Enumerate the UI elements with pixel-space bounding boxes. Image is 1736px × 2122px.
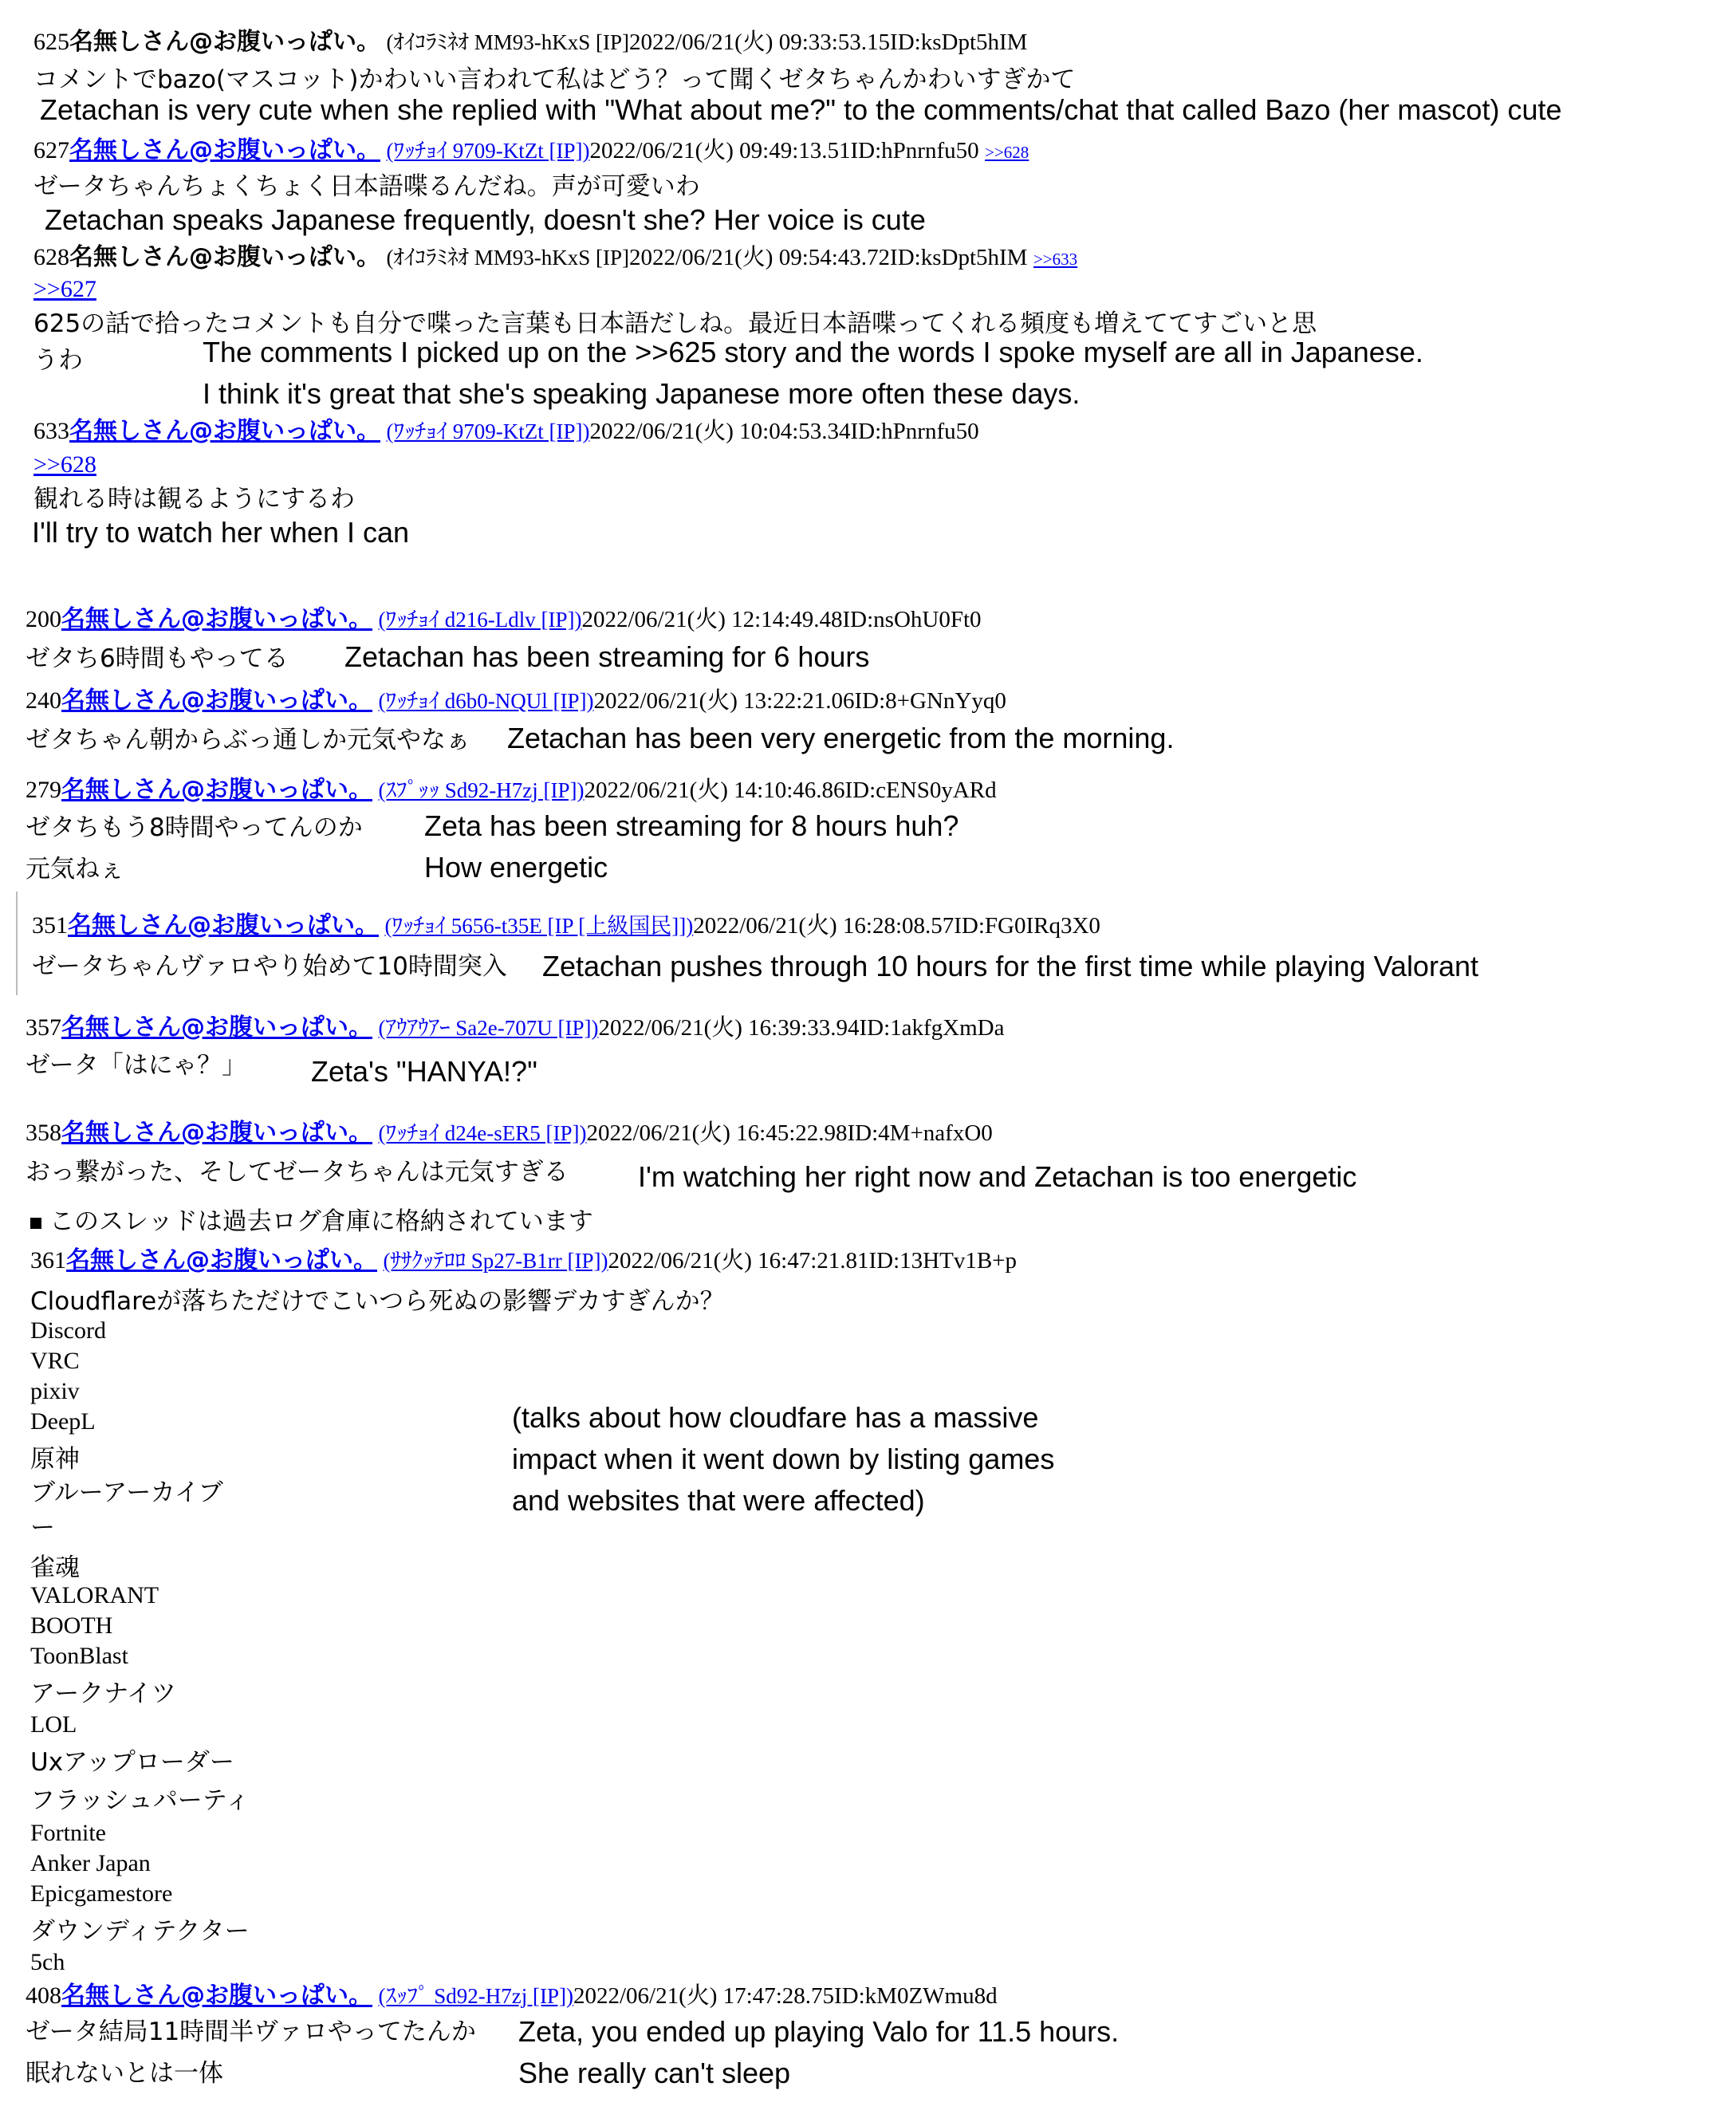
post-number: 633 — [33, 418, 69, 444]
poster-name-link[interactable]: 名無しさん@お腹いっぱい。 — [69, 417, 380, 445]
poster-name-link[interactable]: 名無しさん@お腹いっぱい。 — [61, 1014, 372, 1041]
list-item: LOL — [30, 1711, 77, 1738]
post-header — [33, 27, 1027, 57]
reply-ref-link[interactable]: >>628 — [985, 143, 1029, 162]
poster-name-link[interactable]: 名無しさん@お腹いっぱい。 — [66, 1246, 377, 1274]
translation-en: Zeta's "HANYA!?" — [311, 1055, 537, 1088]
post-body-jp: 観れる時は観るようにするわ — [33, 485, 355, 514]
post-meta: 2022/06/21(火) 16:47:21.81ID:13HTv1B+p — [608, 1248, 1018, 1274]
translation-en-line3: and websites that were affected) — [512, 1484, 925, 1517]
list-item: BOOTH — [30, 1612, 113, 1639]
post-meta: 2022/06/21(火) 13:22:21.06ID:8+GNnYyq0 — [593, 688, 1006, 714]
archive-notice: このスレッドは過去ログ倉庫に格納されています — [30, 1206, 593, 1238]
translation-en-line2: How energetic — [424, 851, 608, 884]
post-header — [33, 242, 1077, 274]
post-header — [32, 911, 1100, 941]
post-header — [26, 686, 1006, 716]
post-body-jp: ゼータ「はにゃ？」 — [26, 1051, 247, 1080]
translation-en: Zetachan speaks Japanese frequently, doesn't she? Her voice is cute — [45, 203, 926, 236]
translation-en: I'm watching her right now and Zetachan is too energetic — [638, 1160, 1357, 1193]
square-bullet-icon — [30, 1218, 41, 1229]
translation-en: Zetachan has been very energetic from the morning. — [507, 722, 1175, 754]
post-number: 351 — [32, 912, 68, 939]
translation-en: Zetachan pushes through 10 hours for the first time while playing Valorant — [542, 950, 1478, 982]
poster-name-link[interactable]: 名無しさん@お腹いっぱい。 — [61, 1982, 372, 2010]
post-body-jp-line2: 眠れないとは一体 — [26, 2059, 223, 2088]
post-header — [26, 1981, 998, 2011]
post-number: 279 — [26, 777, 61, 803]
post-meta: 2022/06/21(火) 10:04:53.34ID:hPnrnfu50 — [589, 419, 979, 444]
post-header — [26, 604, 982, 635]
anchor-link[interactable]: >>627 — [33, 276, 96, 302]
post-number: 628 — [33, 244, 69, 270]
post-body-jp: ゼータちゃんちょくちょく日本語喋るんだね。声が可愛いわ — [33, 172, 700, 201]
post-body-jp: コメントでbazo(マスコット)かわいい言われて私はどう？って聞くゼタちゃんかわいすぎかて — [33, 65, 1076, 94]
list-item: Epicgamestore — [30, 1880, 173, 1907]
translation-en: The comments I picked up on the >>625 story and the words I spoke myself are all in Japanese. — [203, 336, 1423, 368]
list-item: Discord — [30, 1317, 106, 1344]
list-item: ブルーアーカイブ — [30, 1478, 223, 1507]
post-header — [26, 775, 997, 805]
poster-ip-link[interactable]: (ﾜｯﾁｮｲ 9709-KtZt [IP]) — [386, 139, 590, 163]
poster-ip: (ｵｲｺﾗﾐﾈｵ MM93-hKxS [IP] — [386, 30, 630, 54]
post-body-jp: ゼタちゃん朝からぶっ通しか元気やなぁ — [26, 726, 470, 754]
post-number: 240 — [26, 687, 61, 714]
translation-en-line2: impact when it went down by listing games — [512, 1443, 1055, 1475]
post-header — [33, 416, 979, 447]
post-meta: 2022/06/21(火) 09:49:13.51ID:hPnrnfu50 — [589, 138, 979, 163]
poster-name-link[interactable]: 名無しさん@お腹いっぱい。 — [61, 687, 372, 715]
post-number: 357 — [26, 1014, 61, 1041]
translation-en-line2: She really can't sleep — [518, 2057, 791, 2089]
poster-ip-link[interactable]: (ｱｳｱｳｱｰ Sa2e-707U [IP]) — [378, 1016, 599, 1040]
post-meta: 2022/06/21(火) 16:28:08.57ID:FG0IRq3X0 — [693, 913, 1100, 939]
post-header — [30, 1246, 1017, 1276]
post-number: 408 — [26, 1982, 61, 2009]
list-item: フラッシュパーティ — [30, 1786, 250, 1815]
translation-en: Zetachan is very cute when she replied with "What about me?" to the comments/chat that called Bazo (her mascot) cute — [40, 93, 1562, 126]
post-body-jp: 625の話で拾ったコメントも自分で喋った言葉も日本語だしね。最近日本語喋ってくれる頻度も増えててすごいと思 — [33, 309, 1317, 338]
list-item: ー — [30, 1514, 55, 1542]
list-item: アークナイツ — [30, 1679, 176, 1708]
list-item: VALORANT — [30, 1582, 159, 1608]
post-number: 361 — [30, 1247, 66, 1274]
poster-ip-link[interactable]: (ﾜｯﾁｮｲ 9709-KtZt [IP]) — [386, 419, 590, 443]
list-item: Uxアップローダー — [30, 1748, 234, 1777]
quote-bar — [16, 892, 18, 995]
reply-ref-link[interactable]: >>633 — [1033, 250, 1078, 269]
post-meta: 2022/06/21(火) 16:39:33.94ID:1akfgXmDa — [598, 1015, 1005, 1041]
poster-name-link[interactable]: 名無しさん@お腹いっぱい。 — [68, 911, 379, 939]
post-body-jp: Cloudflareが落ちただけでこいつら死ぬの影響デカすぎんか？ — [30, 1287, 725, 1316]
post-body-jp: おっ繋がった、そしてゼータちゃんは元気すぎる — [26, 1158, 569, 1187]
list-item: pixiv — [30, 1378, 80, 1404]
post-body-jp: ゼタち6時間もやってる — [26, 644, 289, 673]
post-body-jp-line2: 元気ねぇ — [26, 855, 124, 884]
post-body-jp: ゼタちもう8時間やってんのか — [26, 813, 363, 842]
list-item: ダウンディテクター — [30, 1917, 250, 1946]
list-item: DeepL — [30, 1408, 96, 1435]
list-item: 5ch — [30, 1949, 65, 1975]
poster-name-link[interactable]: 名無しさん@お腹いっぱい。 — [61, 605, 372, 633]
post-meta: 2022/06/21(火) 16:45:22.98ID:4M+nafxO0 — [586, 1120, 993, 1146]
poster-name: 名無しさん@お腹いっぱい。 — [69, 28, 380, 56]
poster-ip-link[interactable]: (ﾜｯﾁｮｲ d216-Ldlv [IP]) — [378, 608, 582, 632]
list-item: VRC — [30, 1348, 80, 1374]
poster-name: 名無しさん@お腹いっぱい。 — [69, 243, 380, 271]
post-number: 627 — [33, 137, 69, 163]
translation-en: Zeta has been streaming for 8 hours huh? — [424, 809, 959, 842]
post-header — [33, 136, 1029, 167]
translation-en: Zetachan has been streaming for 6 hours — [344, 640, 870, 673]
anchor-link[interactable]: >>628 — [33, 451, 96, 478]
poster-ip-link[interactable]: (ｽｯﾌﾟ Sd92-H7zj [IP]) — [378, 1984, 573, 2008]
poster-ip: (ｵｲｺﾗﾐﾈｵ MM93-hKxS [IP] — [386, 246, 630, 270]
post-meta: 2022/06/21(火) 12:14:49.48ID:nsOhU0Ft0 — [581, 607, 982, 632]
poster-ip-link[interactable]: (ﾜｯﾁｮｲ 5656-t35E [IP [上級国民]]) — [384, 914, 694, 938]
poster-ip-link[interactable]: (ｽﾌﾟｯｯ Sd92-H7zj [IP]) — [378, 778, 585, 802]
post-number: 358 — [26, 1120, 61, 1146]
poster-ip-link[interactable]: (ﾜｯﾁｮｲ d6b0-NQUl [IP]) — [378, 689, 594, 713]
translation-en: I'll try to watch her when I can — [32, 516, 410, 549]
list-item: 雀魂 — [30, 1553, 80, 1582]
post-header — [26, 1013, 1005, 1043]
poster-ip-link[interactable]: (ｻｻｸｯﾃﾛﾛ Sp27-B1rr [IP]) — [383, 1249, 608, 1273]
post-body-jp: ゼータ結局11時間半ヴァロやってたんか — [26, 2018, 476, 2046]
post-number: 625 — [33, 29, 69, 55]
poster-name-link[interactable]: 名無しさん@お腹いっぱい。 — [61, 776, 372, 804]
post-body-jp-line2: うわ — [33, 346, 83, 375]
post-meta: 2022/06/21(火) 09:33:53.15ID:ksDpt5hIM — [629, 30, 1028, 55]
list-item: 原神 — [30, 1445, 80, 1474]
poster-name-link[interactable]: 名無しさん@お腹いっぱい。 — [61, 1119, 372, 1147]
list-item: ToonBlast — [30, 1643, 128, 1669]
poster-name-link[interactable]: 名無しさん@お腹いっぱい。 — [69, 136, 380, 164]
list-item: Fortnite — [30, 1820, 106, 1846]
post-meta: 2022/06/21(火) 17:47:28.75ID:kM0ZWmu8d — [573, 1983, 998, 2009]
poster-ip-link[interactable]: (ﾜｯﾁｮｲ d24e-sER5 [IP]) — [378, 1121, 587, 1145]
list-item: Anker Japan — [30, 1850, 151, 1876]
translation-en-line2: I think it's great that she's speaking Japanese more often these days. — [203, 377, 1081, 410]
translation-en: Zeta, you ended up playing Valo for 11.5 hours. — [518, 2015, 1120, 2048]
translation-en: (talks about how cloudfare has a massive — [512, 1401, 1039, 1434]
post-meta: 2022/06/21(火) 14:10:46.86ID:cENS0yARd — [584, 778, 997, 803]
post-meta: 2022/06/21(火) 09:54:43.72ID:ksDpt5hIM — [629, 245, 1028, 270]
post-header — [26, 1118, 993, 1148]
post-body-jp: ゼータちゃんヴァロやり始めて10時間突入 — [32, 952, 507, 981]
post-number: 200 — [26, 606, 61, 632]
